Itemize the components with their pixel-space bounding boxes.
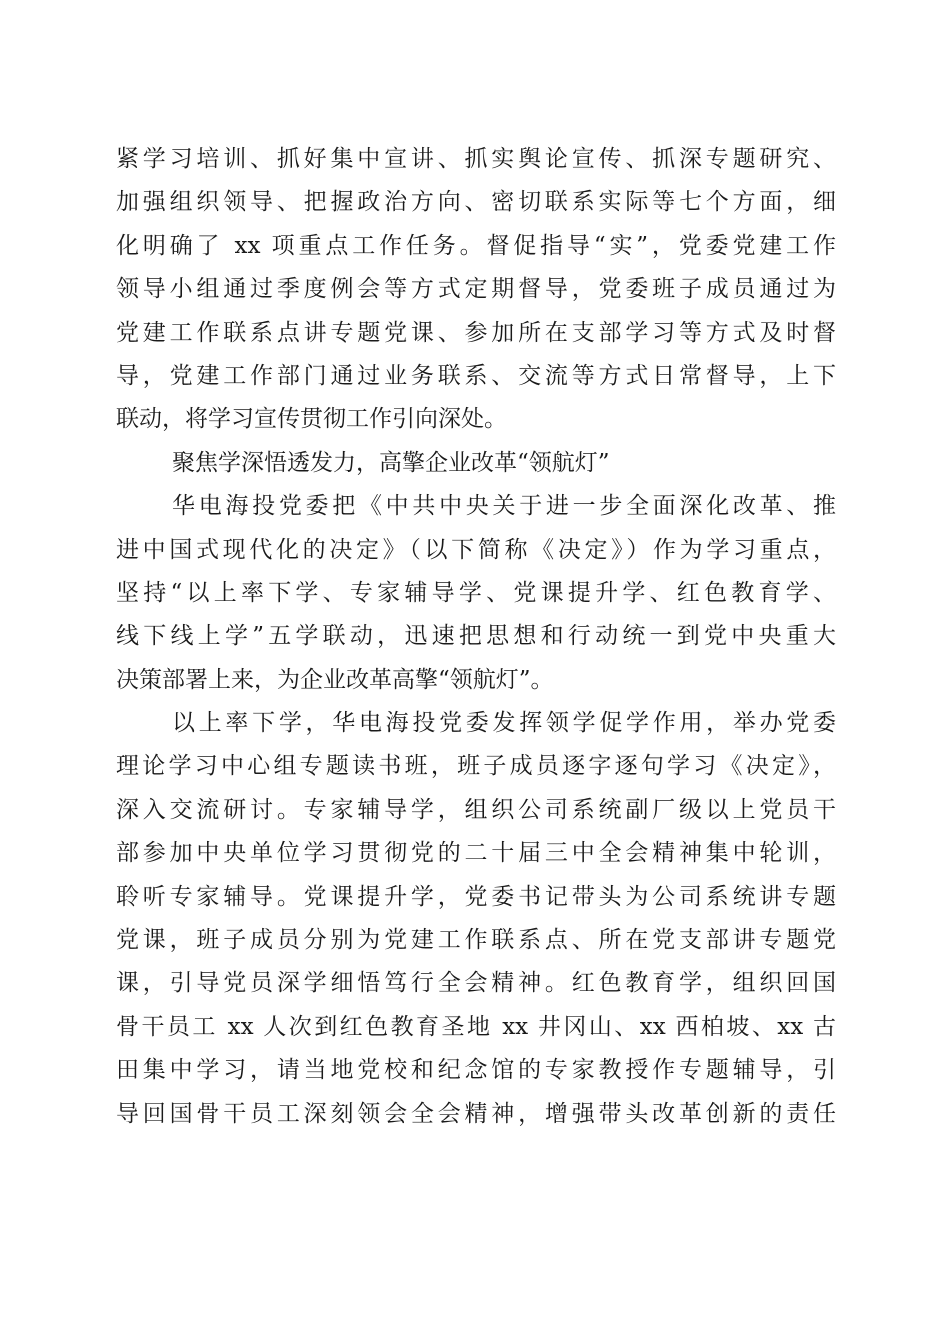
text-line: 导回国骨干员工深刻领会全会精神，增强带头改革创新的责任	[116, 1100, 836, 1127]
text-line: 联动，将学习宣传贯彻工作引向深处。	[116, 406, 507, 433]
text-line: 线下线上学”五学联动，迅速把思想和行动统一到党中央重大	[116, 623, 836, 650]
text-line: 田集中学习，请当地党校和纪念馆的专家教授作专题辅导，引	[116, 1057, 836, 1084]
text-line: 部参加中央单位学习贯彻党的二十届三中全会精神集中轮训，	[116, 840, 836, 867]
text-line: 聆听专家辅导。党课提升学，党委书记带头为公司系统讲专题	[116, 883, 836, 910]
text-line: 党课，班子成员分别为党建工作联系点、所在党支部讲专题党	[116, 927, 836, 954]
text-line: 进中国式现代化的决定》（以下简称《决定》）作为学习重点，	[116, 536, 836, 563]
text-line: 以上率下学，华电海投党委发挥领学促学作用，举办党委	[172, 710, 836, 737]
text-line: 紧学习培训、抓好集中宣讲、抓实舆论宣传、抓深专题研究、	[116, 146, 836, 172]
body-text	[116, 138, 836, 1136]
section-heading: 聚焦学深悟透发力，高擎企业改革“领航灯”	[172, 449, 610, 476]
text-line: 党建工作联系点讲专题党课、参加所在支部学习等方式及时督	[116, 319, 836, 346]
text-line: 课，引导党员深学细悟笃行全会精神。红色教育学，组织回国	[116, 970, 836, 997]
text-line: 化明确了 xx 项重点工作任务。督促指导“实”，党委党建工作	[116, 232, 836, 259]
text-line: 华电海投党委把《中共中央关于进一步全面深化改革、推	[172, 493, 836, 520]
text-line: 深入交流研讨。专家辅导学，组织公司系统副厂级以上党员干	[116, 796, 836, 823]
text-line: 理论学习中心组专题读书班，班子成员逐字逐句学习《决定》，	[116, 753, 836, 780]
text-line: 坚持“以上率下学、专家辅导学、党课提升学、红色教育学、	[116, 579, 836, 606]
text-line: 骨干员工 xx 人次到红色教育圣地 xx 井冈山、xx 西柏坡、xx 古	[116, 1013, 836, 1040]
text-line: 加强组织领导、把握政治方向、密切联系实际等七个方面，细	[116, 189, 836, 216]
text-line: 导，党建工作部门通过业务联系、交流等方式日常督导，上下	[116, 362, 836, 389]
text-line: 决策部署上来，为企业改革高擎“领航灯”。	[116, 666, 554, 693]
text-line: 领导小组通过季度例会等方式定期督导，党委班子成员通过为	[116, 276, 836, 303]
